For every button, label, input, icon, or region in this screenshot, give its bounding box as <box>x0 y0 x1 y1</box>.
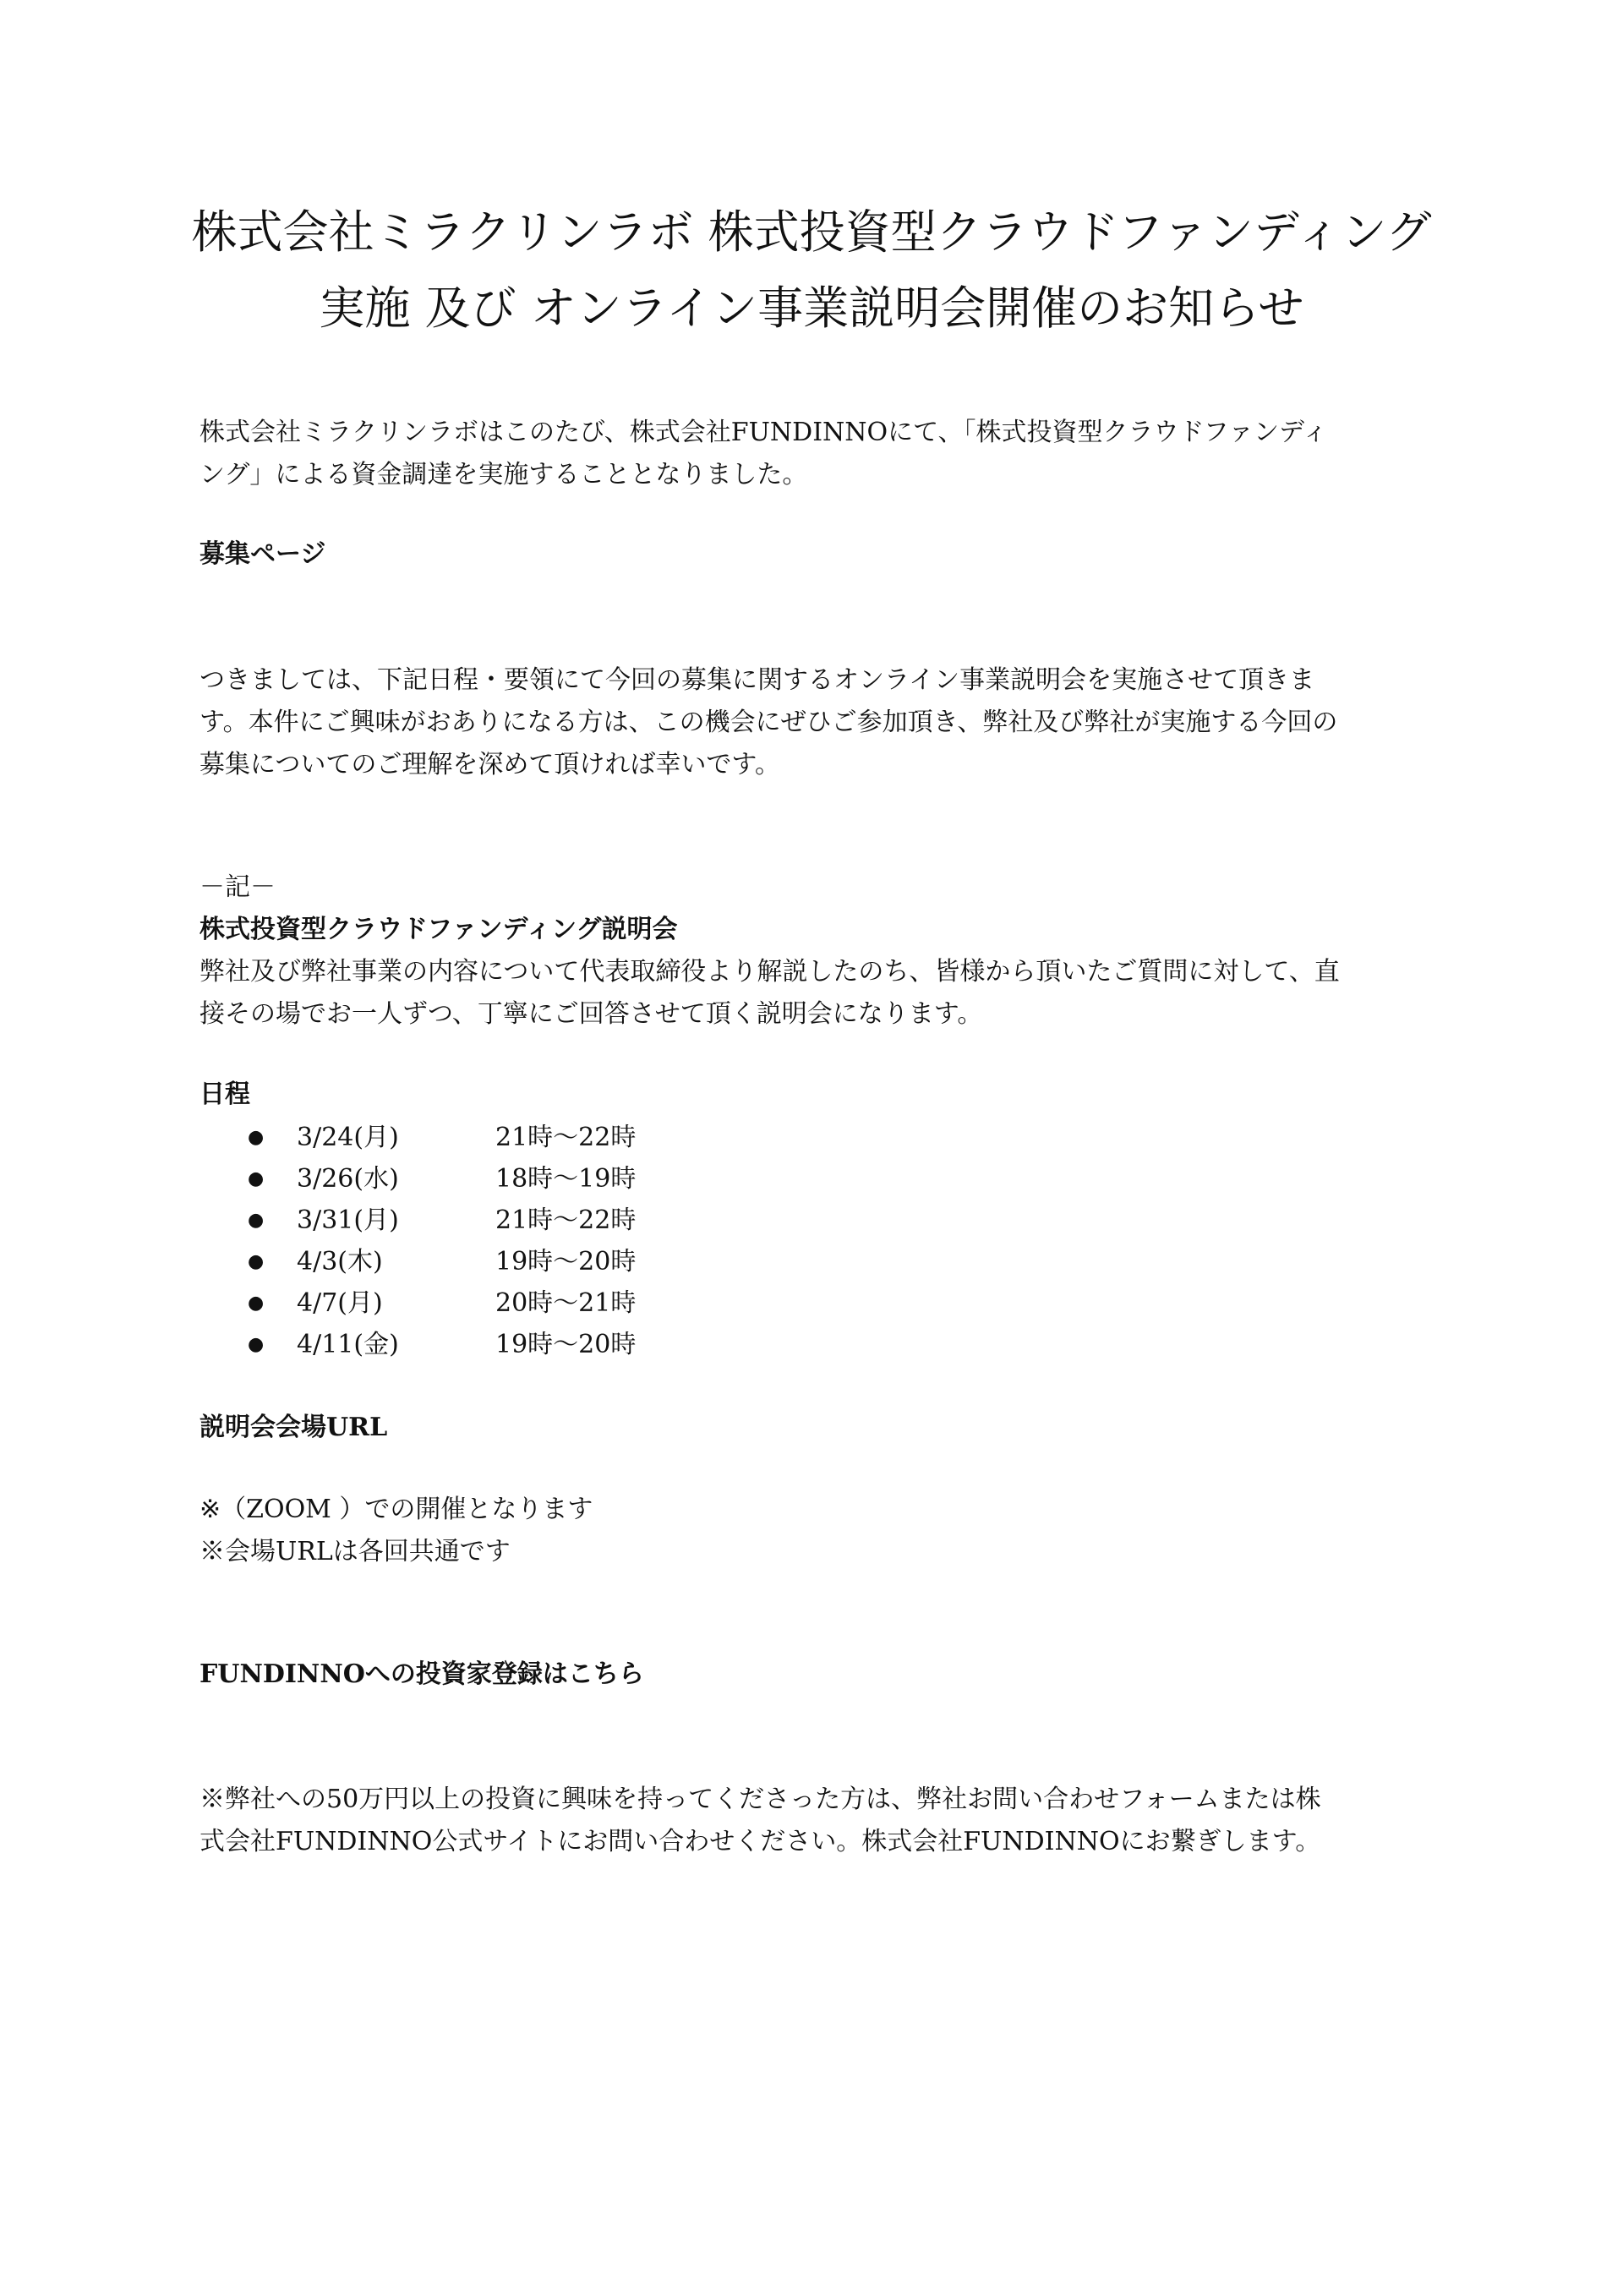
schedule-item <box>199 1200 960 1241</box>
session-desc-line-1: 弊社及び弊社事業の内容について代表取締役より解説したのち、皆様から頂いたご質問に対して、直 <box>199 957 1340 987</box>
schedule-date: 3/24(月) <box>297 1123 399 1152</box>
schedule-heading: 日程 <box>199 1080 250 1109</box>
footer-line-2: 式会社FUNDINNO公式サイトにお問い合わせください。株式会社FUNDINNOにお繋ぎします。 <box>199 1827 1321 1856</box>
schedule-item <box>199 1241 960 1282</box>
page-title-line-1: 株式会社ミラクリンラボ 株式投資型クラウドファンディング <box>191 205 1432 259</box>
bullet-icon: ● <box>248 1251 265 1272</box>
recruitment-page-link-text[interactable]: 募集ページ <box>199 539 326 569</box>
footer-paragraph <box>199 1779 1434 1863</box>
schedule-list <box>199 1117 960 1365</box>
schedule-date: 3/31(月) <box>297 1205 399 1235</box>
bullet-icon: ● <box>248 1210 265 1231</box>
invitation-line-2: す。本件にご興味がおありになる方は、この機会にぜひご参加頂き、弊社及び弊社が実施する今回の <box>199 708 1338 737</box>
invitation-paragraph <box>199 659 1434 786</box>
schedule-item <box>199 1324 960 1365</box>
schedule-time: 19時～20時 <box>495 1330 637 1359</box>
schedule-item <box>199 1117 960 1158</box>
investor-registration-link[interactable] <box>199 1654 644 1696</box>
schedule-time: 18時～19時 <box>495 1164 637 1194</box>
footer-line-1: ※弊社への50万円以上の投資に興味を持ってくださった方は、弊社お問い合わせフォームまたは株 <box>199 1785 1321 1814</box>
notice-section <box>199 866 1434 1036</box>
invitation-line-1: つきましては、下記日程・要領にて今回の募集に関するオンライン事業説明会を実施させて頂きま <box>199 665 1315 695</box>
bullet-icon: ● <box>248 1127 265 1148</box>
schedule-time: 21時～22時 <box>495 1123 637 1152</box>
schedule-date: 3/26(水) <box>297 1164 399 1194</box>
schedule-time: 20時～21時 <box>495 1288 637 1318</box>
session-heading: 株式投資型クラウドファンディング説明会 <box>199 915 678 944</box>
schedule-item <box>199 1282 960 1324</box>
recruitment-page-link[interactable] <box>199 533 325 576</box>
invitation-line-3: 募集についてのご理解を深めて頂ければ幸いです。 <box>199 750 780 779</box>
intro-line-2: ング」による資金調達を実施することとなりました。 <box>199 460 808 489</box>
venue-note-1: ※（ZOOM ）での開催となります <box>199 1495 593 1524</box>
bullet-icon: ● <box>248 1168 265 1189</box>
venue-notes <box>199 1489 1434 1573</box>
bullet-icon: ● <box>248 1293 265 1314</box>
intro-line-1: 株式会社ミラクリンラボはこのたび、株式会社FUNDINNOにて、「株式投資型クラウドファンディ <box>199 418 1328 447</box>
venue-url-link[interactable] <box>199 1407 387 1449</box>
bullet-icon: ● <box>248 1334 265 1355</box>
schedule-date: 4/3(木) <box>297 1247 383 1276</box>
venue-url-link-text[interactable]: 説明会会場URL <box>199 1413 388 1442</box>
page-title-line-2: 実施 及び オンライン事業説明会開催のお知らせ <box>319 282 1304 335</box>
investor-registration-link-text[interactable]: FUNDINNOへの投資家登録はこちら <box>199 1659 644 1689</box>
venue-note-2: ※会場URLは各回共通です <box>199 1537 511 1566</box>
session-desc-line-2: 接その場でお一人ずつ、丁寧にご回答させて頂く説明会になります。 <box>199 999 983 1029</box>
schedule-date: 4/11(金) <box>297 1330 399 1359</box>
intro-paragraph <box>199 412 1434 496</box>
schedule-date: 4/7(月) <box>297 1288 383 1318</box>
schedule-item <box>199 1158 960 1200</box>
schedule-time: 19時～20時 <box>495 1247 637 1276</box>
schedule-time: 21時～22時 <box>495 1205 637 1235</box>
notice-mark: －記－ <box>199 872 276 902</box>
